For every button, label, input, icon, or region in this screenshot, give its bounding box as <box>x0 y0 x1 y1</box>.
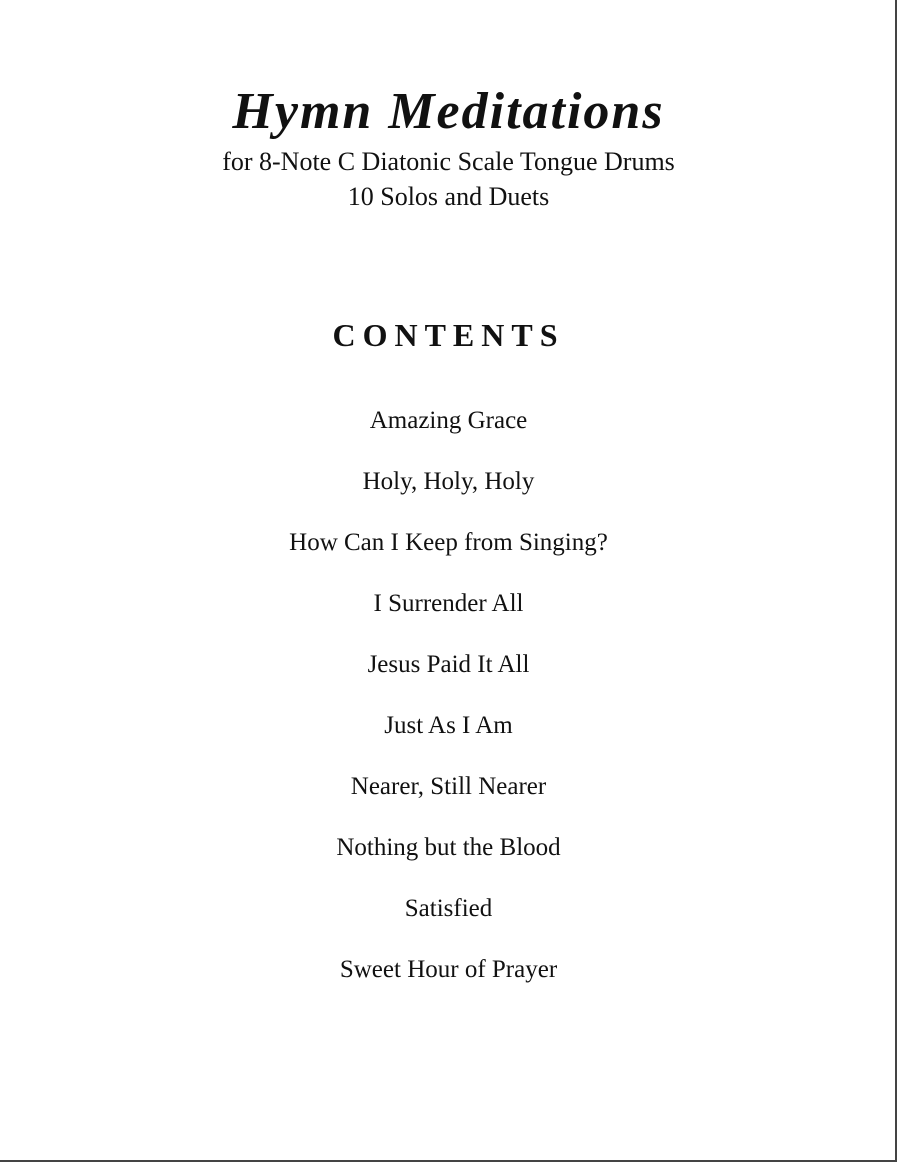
contents-item: Amazing Grace <box>369 407 528 434</box>
contents-item: Sweet Hour of Prayer <box>339 956 558 983</box>
contents-item: Holy, Holy, Holy <box>362 468 535 495</box>
contents-item: Jesus Paid It All <box>367 651 530 678</box>
contents-item: Satisfied <box>404 895 493 922</box>
subtitle-instrument: for 8-Note C Diatonic Scale Tongue Drums <box>222 147 675 176</box>
contents-heading: CONTENTS <box>332 317 565 353</box>
contents-item: Just As I Am <box>384 712 513 739</box>
contents-item: Nothing but the Blood <box>336 834 561 861</box>
contents-item: How Can I Keep from Singing? <box>289 529 608 556</box>
contents-item: Nearer, Still Nearer <box>350 773 547 800</box>
document-title: Hymn Meditations <box>232 83 665 140</box>
contents-item: I Surrender All <box>373 590 524 617</box>
subtitle-count: 10 Solos and Duets <box>347 182 550 211</box>
contents-list <box>0 404 897 1014</box>
